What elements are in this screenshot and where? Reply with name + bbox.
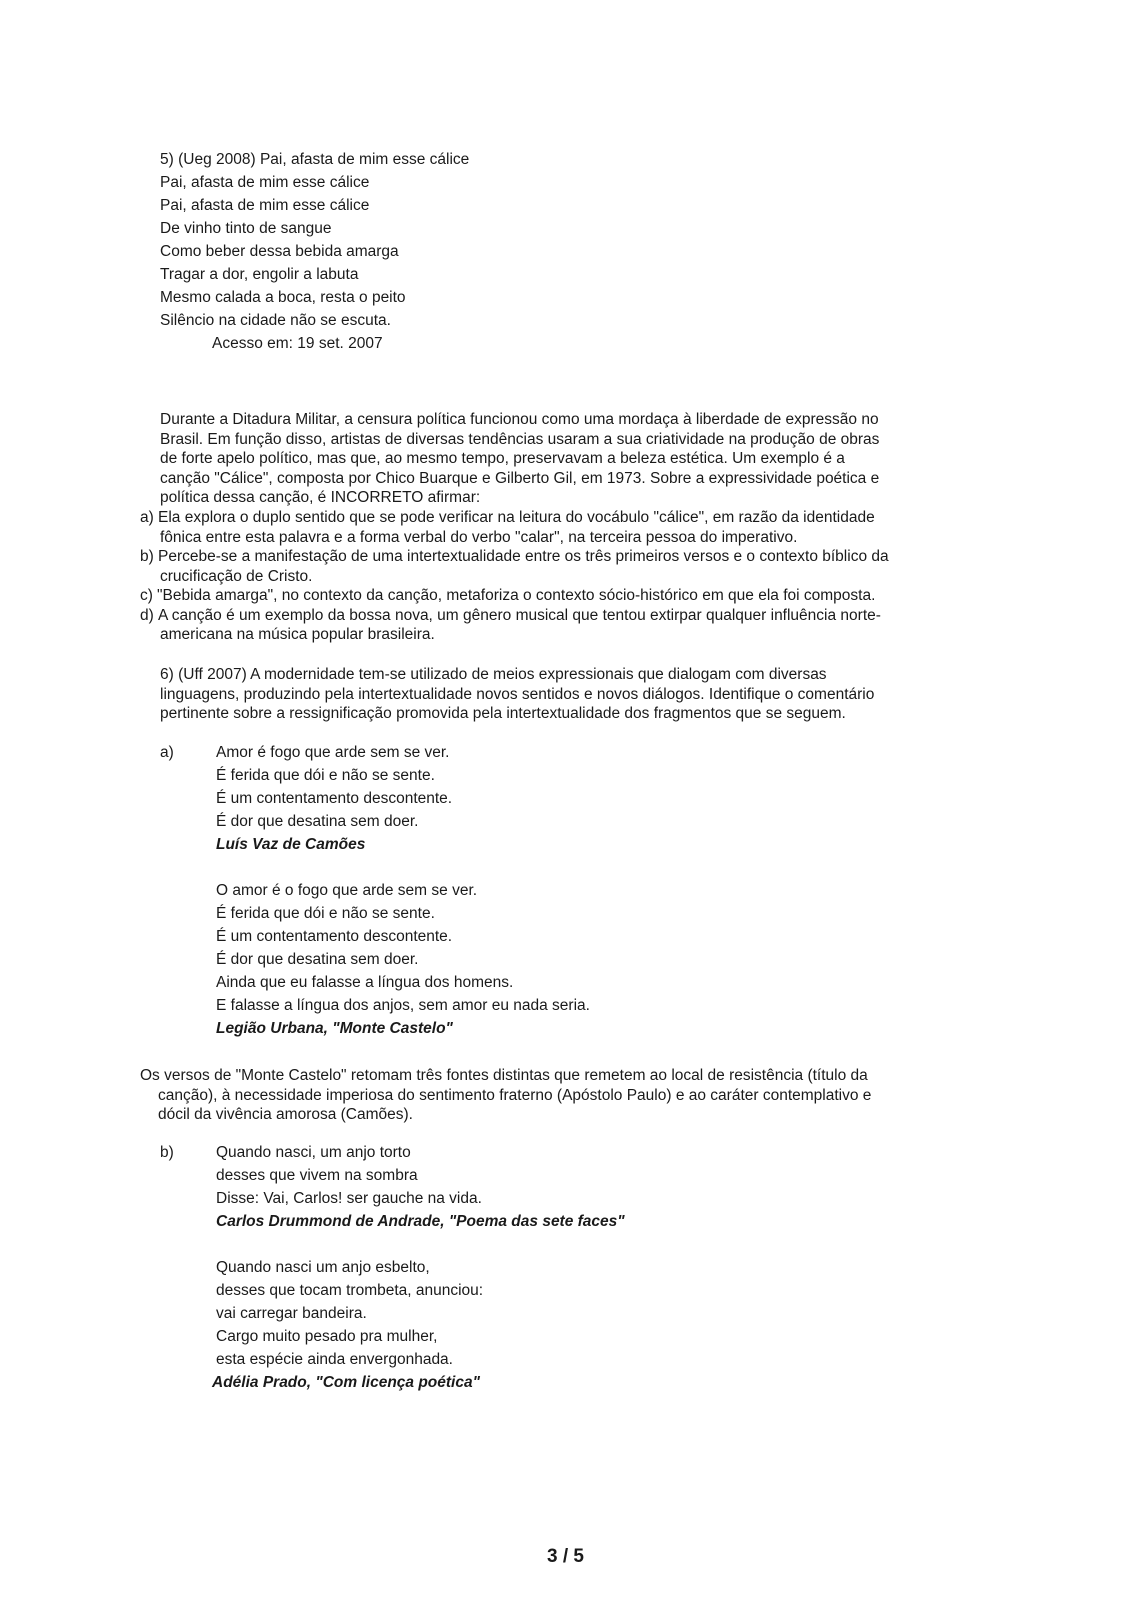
camoes-verse: É dor que desatina sem doer. [216,813,419,830]
q5-paragraph-line: política dessa canção, é INCORRETO afirmar: [160,489,481,506]
drummond-verse: Disse: Vai, Carlos! ser gauche na vida. [216,1190,482,1207]
q5-verse: Pai, afasta de mim esse cálice [160,197,370,214]
q5-paragraph-line: de forte apelo político, mas que, ao mesmo tempo, preservavam a beleza estética. Um exemplo é a [160,450,845,467]
q5-verse: De vinho tinto de sangue [160,220,332,237]
camoes-verse: Amor é fogo que arde sem se ver. [216,744,450,761]
page-number: 3 / 5 [547,1546,584,1567]
legiao-verse: É um contentamento descontente. [216,928,453,945]
q5-option-text: crucificação de Cristo. [160,567,313,585]
adelia-verse: esta espécie ainda envergonhada. [216,1351,453,1368]
drummond-author: Carlos Drummond de Andrade, "Poema das sete faces" [216,1213,625,1230]
camoes-verse: É ferida que dói e não se sente. [216,767,435,784]
q5-paragraph-line: canção "Cálice", composta por Chico Buarque e Gilberto Gil, em 1973. Sobre a expressividade poética e [160,469,880,487]
q5-verse: Tragar a dor, engolir a labuta [160,266,359,283]
q5-verse: Silêncio na cidade não se escuta. [160,312,391,329]
q6-a-key: a) [160,744,174,761]
q5-option-text: Percebe-se a manifestação de uma intertextualidade entre os três primeiros versos e o contexto bíblico da [158,548,889,565]
adelia-verse: Cargo muito pesado pra mulher, [216,1328,438,1345]
q6-intro-line: 6) (Uff 2007) A modernidade tem-se utilizado de meios expressionais que dialogam com diversas [160,666,827,683]
camoes-author: Luís Vaz de Camões [216,836,366,853]
drummond-verse: desses que vivem na sombra [216,1167,418,1184]
legiao-verse: E falasse a língua dos anjos, sem amor eu nada seria. [216,997,590,1014]
q5-option-key: c) [140,587,153,604]
q6-a-comment-line: dócil da vivência amorosa (Camões). [158,1106,413,1123]
q6-intro-line: linguagens, produzindo pela intertextualidade novos sentidos e novos diálogos. Identifique o comentário [160,685,875,703]
q6-b-key: b) [160,1144,174,1161]
adelia-author: Adélia Prado, "Com licença poética" [212,1374,480,1391]
legiao-verse: O amor é o fogo que arde sem se ver. [216,882,478,899]
q5-option-key: a) [140,509,154,526]
adelia-verse: Quando nasci um anjo esbelto, [216,1259,430,1276]
q5-option-text: Ela explora o duplo sentido que se pode verificar na leitura do vocábulo "cálice", em razão da identidade [158,509,875,526]
q5-option-text: fônica entre esta palavra e a forma verbal do verbo "calar", na terceira pessoa do imperativo. [160,528,798,546]
q5-option-text: A canção é um exemplo da bossa nova, um gênero musical que tentou extirpar qualquer influência norte- [158,606,881,624]
q5-paragraph-line: Durante a Ditadura Militar, a censura política funcionou como uma mordaça à liberdade de expressão no [160,411,879,428]
q5-option-text: "Bebida amarga", no contexto da canção, metaforiza o contexto sócio-histórico em que ela foi composta. [157,587,876,604]
q5-verse: Pai, afasta de mim esse cálice [160,174,370,191]
q5-option-text: americana na música popular brasileira. [160,626,435,643]
q5-access: Acesso em: 19 set. 2007 [212,335,383,352]
q5-header: 5) (Ueg 2008) Pai, afasta de mim esse cálice [160,151,470,168]
camoes-verse: É um contentamento descontente. [216,790,453,807]
q5-option-key: b) [140,548,154,565]
q6-intro-line: pertinente sobre a ressignificação promovida pela intertextualidade dos fragmentos que se seguem. [160,705,846,722]
q5-verse: Mesmo calada a boca, resta o peito [160,289,406,306]
q6-a-comment-line: Os versos de "Monte Castelo" retomam três fontes distintas que remetem ao local de resistência (título da [140,1067,868,1084]
q5-option-key: d) [140,606,154,624]
adelia-verse: desses que tocam trombeta, anunciou: [216,1282,484,1299]
q5-paragraph-line: Brasil. Em função disso, artistas de diversas tendências usaram a sua criatividade na produção de obras [160,430,880,448]
legiao-verse: Ainda que eu falasse a língua dos homens. [216,974,514,991]
legiao-verse: É ferida que dói e não se sente. [216,905,435,922]
drummond-verse: Quando nasci, um anjo torto [216,1144,411,1161]
q6-a-comment-line: canção), à necessidade imperiosa do sentimento fraterno (Apóstolo Paulo) e ao caráter contemplativo e [158,1086,872,1104]
adelia-verse: vai carregar bandeira. [216,1305,367,1322]
legiao-verse: É dor que desatina sem doer. [216,951,419,968]
q5-verse: Como beber dessa bebida amarga [160,243,399,260]
legiao-author: Legião Urbana, "Monte Castelo" [216,1020,453,1037]
